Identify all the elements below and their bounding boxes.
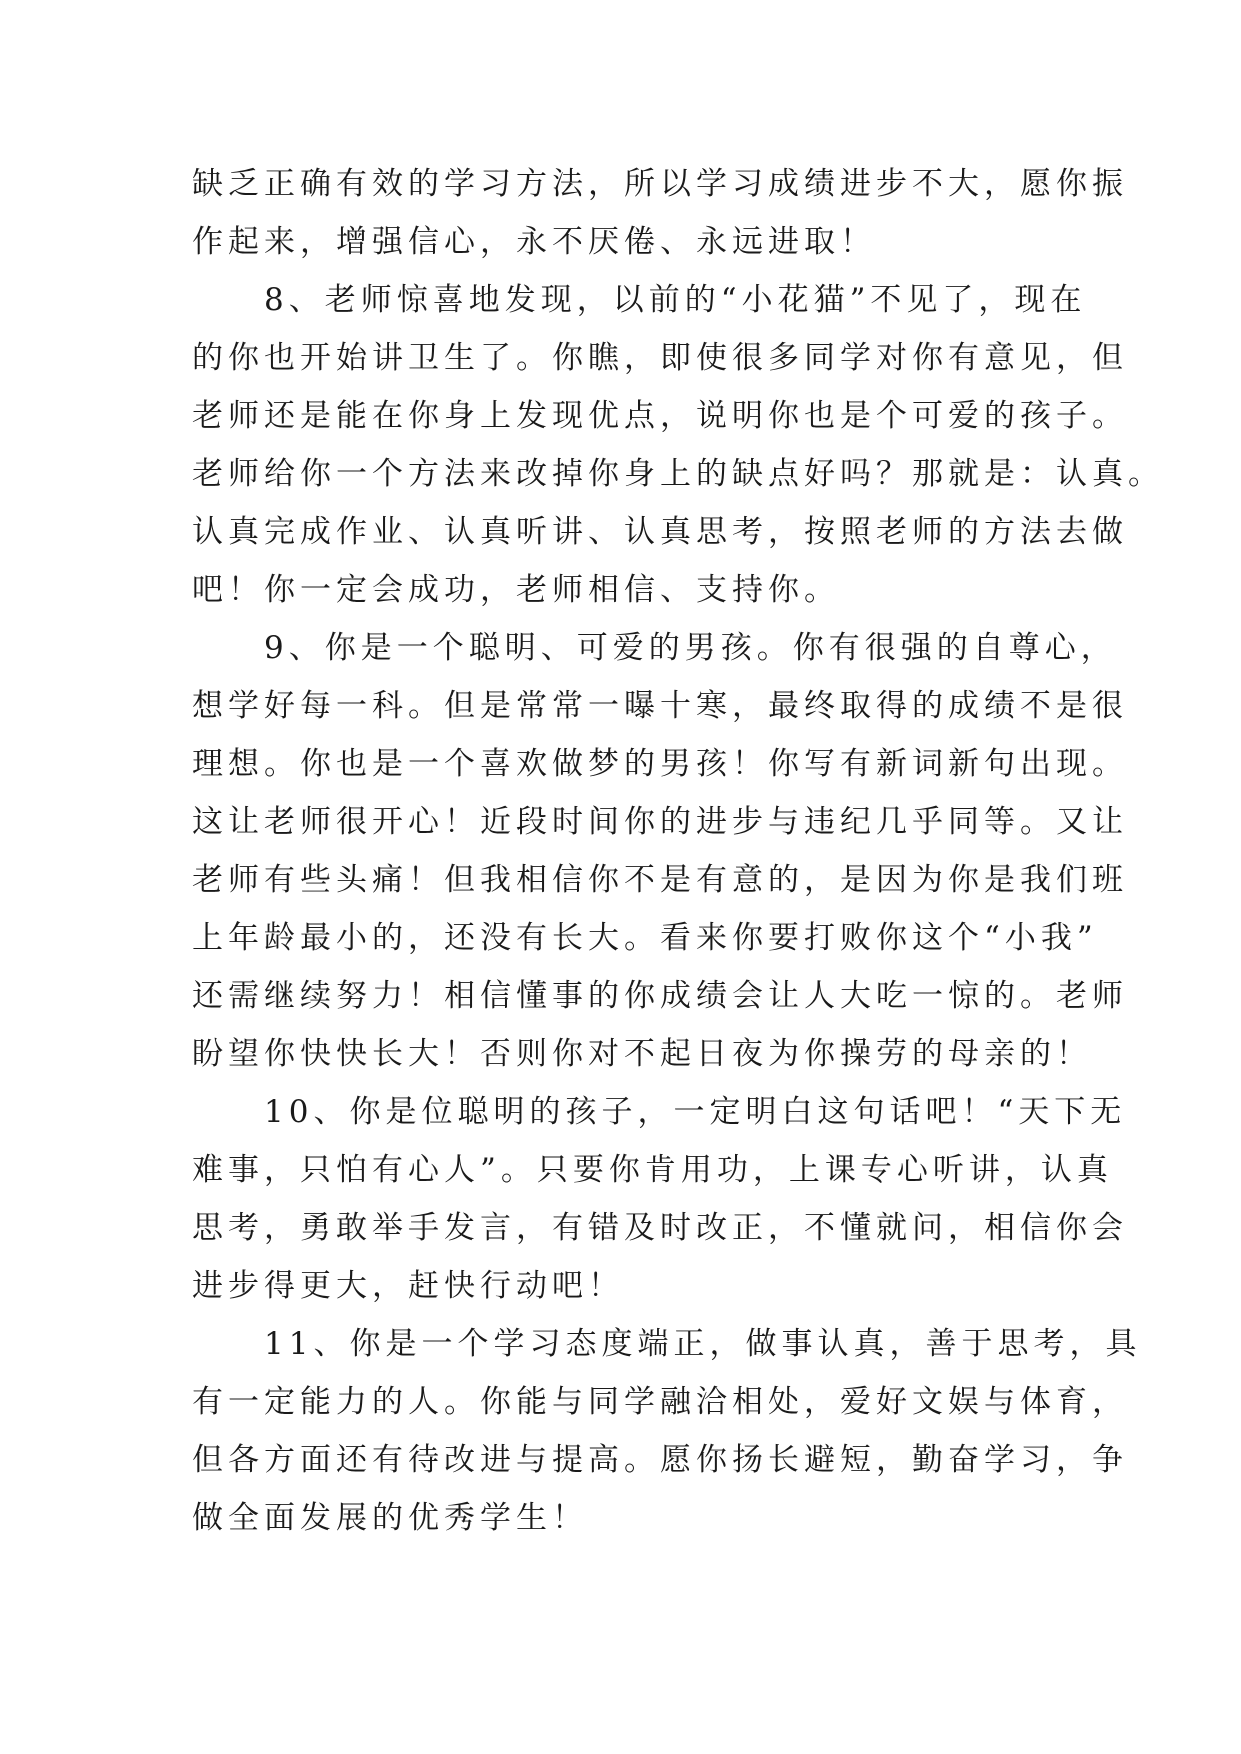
text-line: 思考，勇敢举手发言，有错及时改正，不懂就问，相信你会 [192, 1210, 1128, 1246]
text-line: 的你也开始讲卫生了。你瞧，即使很多同学对你有意见，但 [192, 340, 1128, 376]
text-line: 吧！你一定会成功，老师相信、支持你。 [192, 572, 840, 608]
text-line: 有一定能力的人。你能与同学融洽相处，爱好文娱与体育， [192, 1384, 1128, 1420]
text-line: 作起来，增强信心，永不厌倦、永远进取！ [192, 224, 876, 260]
text-line: 这让老师很开心！近段时间你的进步与违纪几乎同等。又让 [192, 804, 1128, 840]
paragraph-9 [192, 619, 1128, 1083]
text-line: 老师给你一个方法来改掉你身上的缺点好吗？那就是：认真。 [192, 456, 1164, 492]
text-line: 上年龄最小的，还没有长大。看来你要打败你这个“小我” [192, 920, 1098, 956]
text-line: 老师还是能在你身上发现优点，说明你也是个可爱的孩子。 [192, 398, 1128, 434]
text-line: 难事，只怕有心人”。只要你肯用功，上课专心听讲，认真 [192, 1152, 1113, 1188]
document-body [192, 155, 1164, 1547]
text-line: 想学好每一科。但是常常一曝十寒，最终取得的成绩不是很 [192, 688, 1128, 724]
text-line: 盼望你快快长大！否则你对不起日夜为你操劳的母亲的！ [192, 1036, 1092, 1072]
paragraph-7-continuation [192, 155, 1128, 271]
text-line: 但各方面还有待改进与提高。愿你扬长避短，勤奋学习，争 [192, 1442, 1128, 1478]
text-line: 缺乏正确有效的学习方法，所以学习成绩进步不大，愿你振 [192, 166, 1128, 202]
text-line: 9、你是一个聪明、可爱的男孩。你有很强的自尊心， [192, 630, 1117, 666]
text-line: 11、你是一个学习态度端正，做事认真，善于思考，具 [192, 1326, 1142, 1362]
text-line: 8、老师惊喜地发现，以前的“小花猫”不见了，现在 [192, 282, 1087, 318]
text-line: 10、你是位聪明的孩子，一定明白这句话吧！“天下无 [192, 1094, 1127, 1130]
text-line: 做全面发展的优秀学生！ [192, 1500, 588, 1536]
text-line: 进步得更大，赶快行动吧！ [192, 1268, 624, 1304]
paragraph-11 [192, 1315, 1142, 1547]
text-line: 认真完成作业、认真听讲、认真思考，按照老师的方法去做 [192, 514, 1128, 550]
text-line: 理想。你也是一个喜欢做梦的男孩！你写有新词新句出现。 [192, 746, 1128, 782]
text-line: 还需继续努力！相信懂事的你成绩会让人大吃一惊的。老师 [192, 978, 1128, 1014]
paragraph-10 [192, 1083, 1128, 1315]
text-line: 老师有些头痛！但我相信你不是有意的，是因为你是我们班 [192, 862, 1128, 898]
paragraph-8 [192, 271, 1164, 619]
